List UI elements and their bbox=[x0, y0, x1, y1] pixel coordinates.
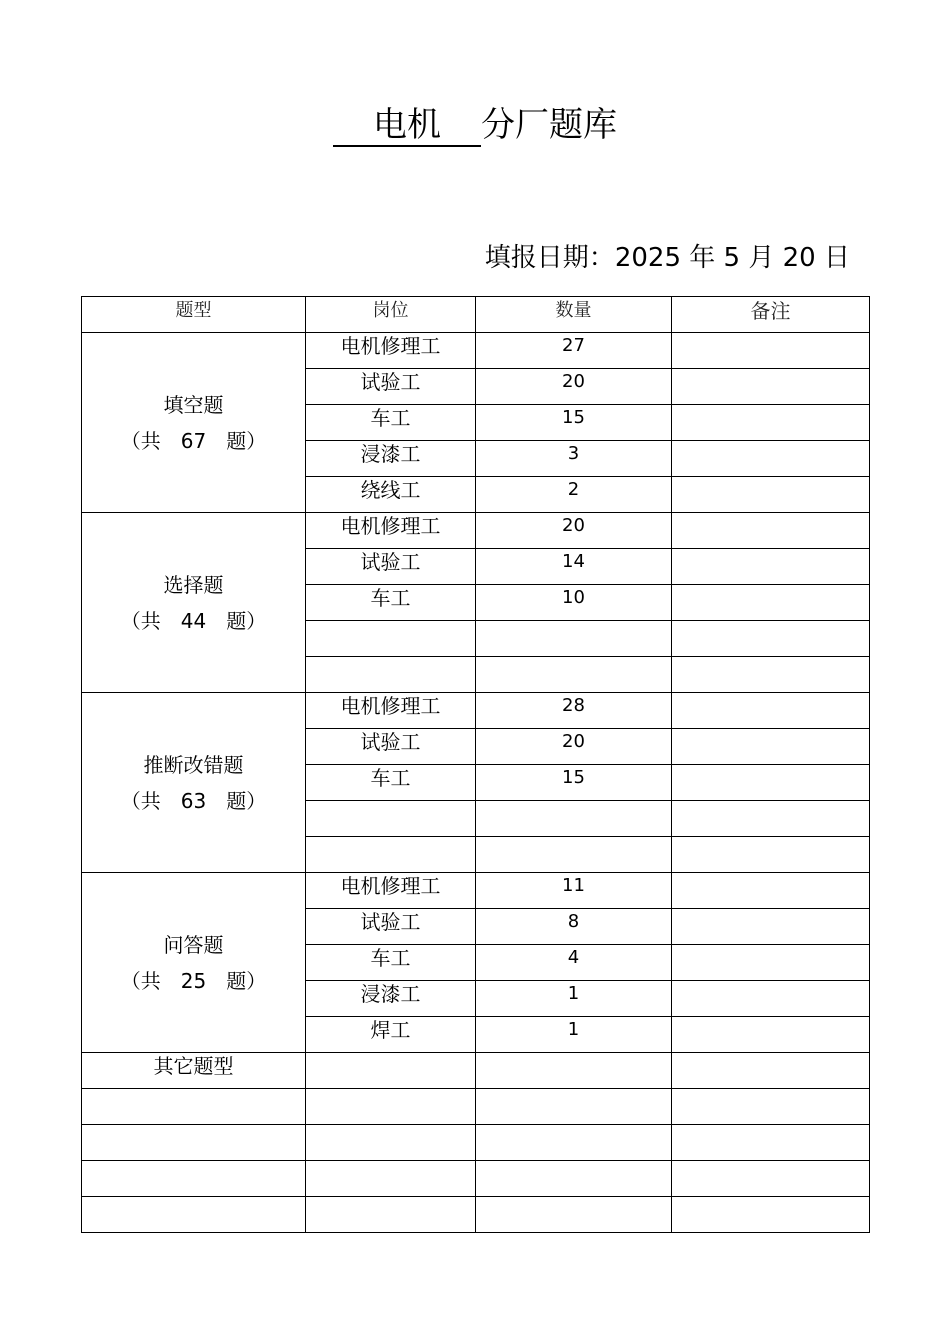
remark-cell bbox=[672, 837, 870, 873]
fill-date-label: 填报日期： bbox=[484, 243, 615, 273]
header-post: 岗位 bbox=[306, 297, 476, 333]
post-cell: 车工 bbox=[306, 945, 476, 981]
title-department: 电机 bbox=[373, 105, 441, 145]
remark-cell bbox=[672, 1017, 870, 1053]
post-cell: 试验工 bbox=[306, 369, 476, 405]
quantity-cell: 28 bbox=[476, 693, 672, 729]
fill-date-day-unit: 日 bbox=[823, 243, 850, 273]
question-type-cell bbox=[82, 1089, 306, 1125]
question-type-name: 问答题 bbox=[163, 932, 224, 957]
post-cell: 浸漆工 bbox=[306, 981, 476, 1017]
post-cell bbox=[306, 801, 476, 837]
fill-date bbox=[485, 238, 850, 278]
remark-cell bbox=[672, 873, 870, 909]
remark-cell bbox=[672, 945, 870, 981]
post-cell: 焊工 bbox=[306, 1017, 476, 1053]
remark-cell bbox=[672, 693, 870, 729]
quantity-cell: 15 bbox=[476, 405, 672, 441]
post-cell bbox=[306, 621, 476, 657]
remark-cell bbox=[672, 477, 870, 513]
quantity-cell bbox=[476, 1053, 672, 1089]
post-cell: 试验工 bbox=[306, 729, 476, 765]
quantity-cell: 3 bbox=[476, 441, 672, 477]
quantity-cell bbox=[476, 657, 672, 693]
table-body bbox=[82, 333, 870, 1233]
question-type-cell bbox=[82, 693, 306, 873]
quantity-cell bbox=[476, 1197, 672, 1233]
quantity-cell bbox=[476, 621, 672, 657]
post-cell bbox=[306, 1125, 476, 1161]
title-blank bbox=[333, 105, 481, 147]
post-cell bbox=[306, 1053, 476, 1089]
quantity-cell bbox=[476, 837, 672, 873]
remark-cell bbox=[672, 585, 870, 621]
remark-cell bbox=[672, 1089, 870, 1125]
header-quantity: 数量 bbox=[476, 297, 672, 333]
quantity-cell: 1 bbox=[476, 1017, 672, 1053]
post-cell bbox=[306, 1197, 476, 1233]
post-cell: 绕线工 bbox=[306, 477, 476, 513]
table-row bbox=[82, 513, 870, 549]
quantity-cell: 8 bbox=[476, 909, 672, 945]
header-question-type: 题型 bbox=[82, 297, 306, 333]
quantity-cell: 4 bbox=[476, 945, 672, 981]
post-cell bbox=[306, 657, 476, 693]
quantity-cell: 11 bbox=[476, 873, 672, 909]
post-cell: 浸漆工 bbox=[306, 441, 476, 477]
question-type-cell bbox=[82, 513, 306, 693]
remark-cell bbox=[672, 801, 870, 837]
header-row bbox=[82, 297, 870, 333]
post-cell bbox=[306, 1161, 476, 1197]
question-type-count: （共 63 题） bbox=[120, 788, 267, 813]
remark-cell bbox=[672, 1125, 870, 1161]
remark-cell bbox=[672, 333, 870, 369]
question-type-name: 选择题 bbox=[163, 572, 224, 597]
fill-date-year: 2025 bbox=[614, 243, 681, 273]
remark-cell bbox=[672, 729, 870, 765]
post-cell: 电机修理工 bbox=[306, 693, 476, 729]
page-title bbox=[0, 100, 950, 150]
remark-cell bbox=[672, 405, 870, 441]
table-row-other bbox=[82, 1053, 870, 1089]
fill-date-day: 20 bbox=[782, 243, 816, 273]
quantity-cell bbox=[476, 1125, 672, 1161]
table-row-blank bbox=[82, 1197, 870, 1233]
post-cell bbox=[306, 837, 476, 873]
quantity-cell bbox=[476, 1089, 672, 1125]
question-type-cell bbox=[82, 333, 306, 513]
remark-cell bbox=[672, 909, 870, 945]
quantity-cell bbox=[476, 801, 672, 837]
table-row-blank bbox=[82, 1089, 870, 1125]
table-row bbox=[82, 873, 870, 909]
post-cell: 电机修理工 bbox=[306, 333, 476, 369]
question-type-cell bbox=[82, 1197, 306, 1233]
quantity-cell: 2 bbox=[476, 477, 672, 513]
question-type-count: （共 67 题） bbox=[120, 428, 267, 453]
quantity-cell: 20 bbox=[476, 369, 672, 405]
fill-date-year-unit: 年 bbox=[689, 243, 716, 273]
post-cell: 试验工 bbox=[306, 549, 476, 585]
post-cell: 车工 bbox=[306, 405, 476, 441]
post-cell: 试验工 bbox=[306, 909, 476, 945]
table-row bbox=[82, 693, 870, 729]
other-type-cell: 其它题型 bbox=[82, 1053, 306, 1089]
remark-cell bbox=[672, 441, 870, 477]
question-type-cell bbox=[82, 1161, 306, 1197]
remark-cell bbox=[672, 1161, 870, 1197]
quantity-cell: 10 bbox=[476, 585, 672, 621]
title-suffix: 分厂题库 bbox=[481, 105, 617, 145]
table-row-blank bbox=[82, 1161, 870, 1197]
question-type-name: 推断改错题 bbox=[143, 752, 244, 777]
remark-cell bbox=[672, 621, 870, 657]
post-cell: 车工 bbox=[306, 765, 476, 801]
fill-date-month-unit: 月 bbox=[748, 243, 775, 273]
question-type-count: （共 44 题） bbox=[120, 608, 267, 633]
table-row-blank bbox=[82, 1125, 870, 1161]
post-cell bbox=[306, 1089, 476, 1125]
remark-cell bbox=[672, 657, 870, 693]
header-remark: 备注 bbox=[672, 297, 870, 333]
quantity-cell: 20 bbox=[476, 513, 672, 549]
remark-cell bbox=[672, 549, 870, 585]
question-type-name: 填空题 bbox=[163, 392, 224, 417]
quantity-cell: 15 bbox=[476, 765, 672, 801]
fill-date-month: 5 bbox=[723, 243, 741, 273]
quantity-cell: 14 bbox=[476, 549, 672, 585]
post-cell: 电机修理工 bbox=[306, 513, 476, 549]
quantity-cell bbox=[476, 1161, 672, 1197]
quantity-cell: 20 bbox=[476, 729, 672, 765]
post-cell: 电机修理工 bbox=[306, 873, 476, 909]
table-row bbox=[82, 333, 870, 369]
question-type-cell bbox=[82, 873, 306, 1053]
quantity-cell: 27 bbox=[476, 333, 672, 369]
remark-cell bbox=[672, 765, 870, 801]
question-type-count: （共 25 题） bbox=[120, 968, 267, 993]
quantity-cell: 1 bbox=[476, 981, 672, 1017]
remark-cell bbox=[672, 1197, 870, 1233]
post-cell: 车工 bbox=[306, 585, 476, 621]
remark-cell bbox=[672, 513, 870, 549]
question-type-cell bbox=[82, 1125, 306, 1161]
remark-cell bbox=[672, 981, 870, 1017]
question-bank-table bbox=[81, 296, 870, 1233]
remark-cell bbox=[672, 369, 870, 405]
remark-cell bbox=[672, 1053, 870, 1089]
